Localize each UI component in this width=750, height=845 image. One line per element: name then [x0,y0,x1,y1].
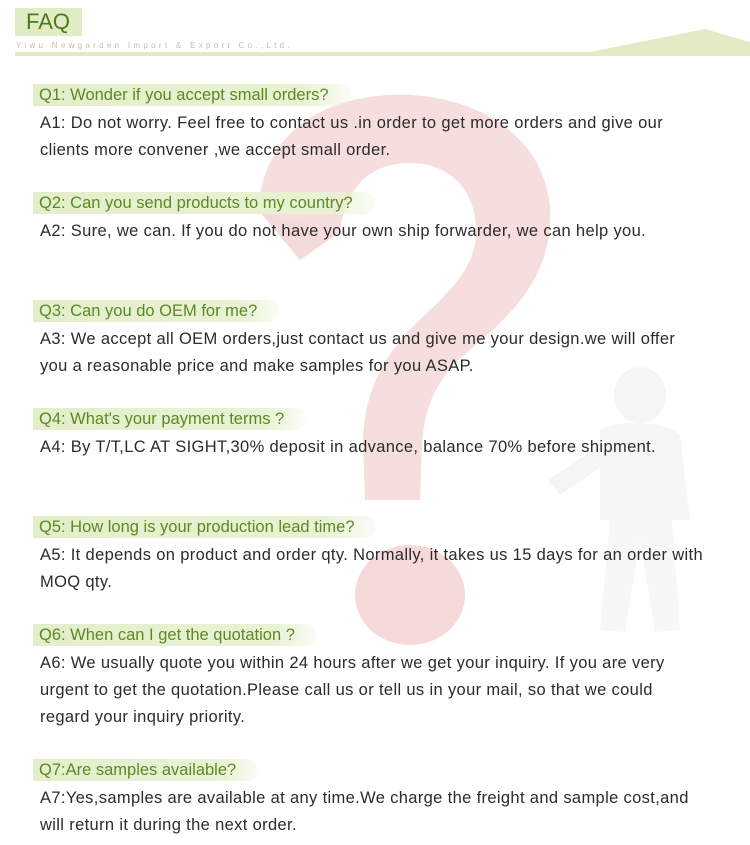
faq-question: Q5: How long is your production lead time? [33,516,377,538]
faq-answer: A6: We usually quote you within 24 hours after we get your inquiry. If you are very urgent to get the quotation.Please call us or tell us in your mail, so that we could regard your inquiry priority. [40,654,665,726]
faq-item-1 [33,84,713,164]
faq-item-5 [33,516,713,596]
faq-answer: A3: We accept all OEM orders,just contact us and give me your design.we will offer you a reasonable price and make samples for you ASAP. [40,330,676,375]
faq-item-2 [33,192,713,245]
faq-item-7 [33,759,713,839]
faq-item-6 [33,624,713,731]
page-title: FAQ [15,8,82,36]
faq-answer: A7:Yes,samples are available at any time.We charge the freight and sample cost,and will return it during the next order. [40,789,689,834]
faq-answer: A2: Sure, we can. If you do not have your own ship forwarder, we can help you. [40,222,647,240]
faq-answer: A5: It depends on product and order qty. Normally, it takes us 15 days for an order with MOQ qty. [40,546,704,591]
faq-answer: A4: By T/T,LC AT SIGHT,30% deposit in advance, balance 70% before shipment. [40,438,656,456]
faq-question: Q1: Wonder if you accept small orders? [33,84,351,106]
faq-question: Q7:Are samples available? [33,759,258,781]
faq-item-4 [33,408,713,461]
faq-question: Q6: When can I get the quotation ? [33,624,317,646]
faq-question: Q3: Can you do OEM for me? [33,300,279,322]
faq-item-3 [33,300,713,380]
company-name: Yiwu Newgarden Import & Export Co.,Ltd. [16,41,293,50]
faq-question: Q2: Can you send products to my country? [33,192,375,214]
faq-question: Q4: What's your payment terms ? [33,408,306,430]
faq-answer: A1: Do not worry. Feel free to contact us .in order to get more orders and give our clients more convener ,we accept small order. [40,114,664,159]
